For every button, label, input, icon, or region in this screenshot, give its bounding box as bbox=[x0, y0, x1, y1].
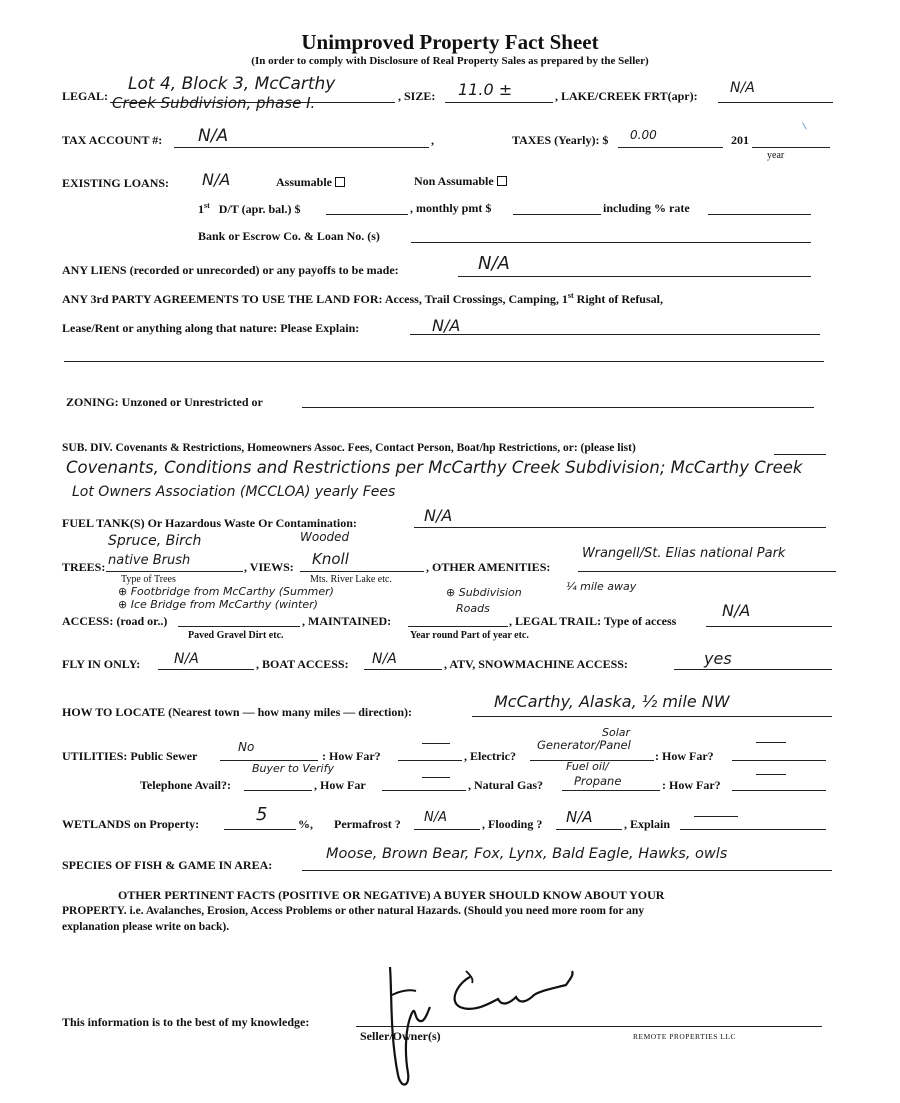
trees-caption: Type of Trees bbox=[121, 574, 176, 585]
locate-value[interactable]: McCarthy, Alaska, ½ mile NW bbox=[494, 692, 730, 711]
rate-line bbox=[708, 214, 811, 215]
agreements-label-line1 bbox=[62, 291, 663, 307]
size-label: , SIZE: bbox=[398, 89, 436, 103]
access-line bbox=[178, 626, 300, 627]
sewer-label: UTILITIES: Public Sewer bbox=[62, 749, 198, 763]
trees-label: TREES: bbox=[62, 560, 106, 574]
liens-line bbox=[458, 276, 811, 277]
frontage-value[interactable]: N/A bbox=[730, 80, 755, 96]
tax-account-value[interactable]: N/A bbox=[198, 126, 229, 146]
other-facts-line1: OTHER PERTINENT FACTS (POSITIVE OR NEGATIVE) A BUYER SHOULD KNOW ABOUT YOUR bbox=[118, 888, 665, 902]
legal-trail-label: , LEGAL TRAIL: Type of access bbox=[509, 614, 677, 628]
taxes-line bbox=[618, 147, 723, 148]
atv-line bbox=[674, 669, 832, 670]
trees-line bbox=[106, 571, 243, 572]
amenities-value[interactable]: Wrangell/St. Elias national Park bbox=[582, 546, 786, 561]
ink-tick-mark bbox=[802, 122, 807, 129]
flooding-value[interactable]: N/A bbox=[566, 808, 593, 826]
agreements-ordinal-suffix: st bbox=[567, 291, 574, 300]
liens-label: ANY LIENS (recorded or unrecorded) or any payoffs to be made: bbox=[62, 263, 399, 277]
loans-value[interactable]: N/A bbox=[202, 170, 231, 189]
fuel-value[interactable]: N/A bbox=[424, 506, 453, 525]
trees-value-top[interactable]: Spruce, Birch bbox=[108, 533, 202, 549]
atv-value[interactable]: yes bbox=[704, 649, 732, 668]
fly-in-value[interactable]: N/A bbox=[174, 651, 199, 667]
howfar-2-label: : How Far? bbox=[655, 749, 714, 763]
other-facts-line3: explanation please write on back). bbox=[62, 921, 230, 933]
fuel-label: FUEL TANK(S) Or Hazardous Waste Or Contamination: bbox=[62, 516, 357, 530]
fuel-line bbox=[414, 527, 826, 528]
electric-label: , Electric? bbox=[464, 749, 516, 763]
subdiv-value-line2[interactable]: Lot Owners Association (MCCLOA) yearly Fees bbox=[72, 484, 396, 500]
species-label: SPECIES OF FISH & GAME IN AREA: bbox=[62, 858, 273, 872]
species-value[interactable]: Moose, Brown Bear, Fox, Lynx, Bald Eagle, Hawks, owls bbox=[326, 846, 728, 862]
explain-dash[interactable] bbox=[694, 816, 738, 817]
permafrost-line bbox=[414, 829, 480, 830]
dt-ordinal-suffix: st bbox=[204, 201, 210, 210]
non-assumable-checkbox[interactable] bbox=[497, 176, 507, 186]
bank-line bbox=[411, 242, 811, 243]
access-label: ACCESS: (road or..) bbox=[62, 614, 168, 628]
permafrost-label: Permafrost ? bbox=[334, 817, 401, 831]
legal-value-line2[interactable]: Creek Subdivision, phase I. bbox=[112, 94, 316, 112]
access-caption: Paved Gravel Dirt etc. bbox=[188, 630, 284, 641]
access-note-roads[interactable]: Roads bbox=[456, 602, 490, 615]
atv-label: , ATV, SNOWMACHINE ACCESS: bbox=[444, 657, 628, 671]
howfar-4-line bbox=[732, 790, 826, 791]
year-prefix: 201 bbox=[731, 133, 749, 147]
agreements-line bbox=[410, 334, 820, 335]
boat-access-line bbox=[364, 669, 442, 670]
phone-label: Telephone Avail?: bbox=[140, 778, 232, 792]
company-name: REMOTE PROPERTIES LLC bbox=[633, 1032, 736, 1041]
trees-value[interactable]: native Brush bbox=[108, 553, 191, 568]
tax-account-label: TAX ACCOUNT #: bbox=[62, 133, 163, 147]
other-facts-line2: PROPERTY. i.e. Avalanches, Erosion, Access Problems or other natural Hazards. (Should you need more room for any bbox=[62, 905, 645, 917]
locate-line bbox=[472, 716, 832, 717]
electric-value[interactable]: Generator/Panel bbox=[537, 738, 631, 752]
access-note-footbridge[interactable]: ⊕ Footbridge from McCarthy (Summer) bbox=[118, 585, 334, 598]
access-distance[interactable]: ¼ mile away bbox=[566, 580, 637, 593]
size-value[interactable]: 11.0 ± bbox=[458, 80, 513, 99]
species-line bbox=[302, 870, 832, 871]
dt-balance-text: D/T (apr. bal.) $ bbox=[218, 202, 301, 216]
howfar-3-label: , How Far bbox=[314, 778, 366, 792]
assumable-option[interactable] bbox=[276, 175, 345, 190]
howfar-4-label: : How Far? bbox=[662, 778, 721, 792]
wetlands-value[interactable]: 5 bbox=[256, 804, 268, 825]
tax-comma: , bbox=[431, 133, 434, 147]
non-assumable-option[interactable] bbox=[414, 174, 507, 189]
views-value[interactable]: Knoll bbox=[312, 550, 349, 568]
maintained-line bbox=[408, 626, 508, 627]
boat-access-value[interactable]: N/A bbox=[372, 651, 397, 667]
flooding-label: , Flooding ? bbox=[482, 817, 543, 831]
howfar-1-label: : How Far? bbox=[322, 749, 381, 763]
legal-trail-value[interactable]: N/A bbox=[722, 601, 751, 620]
seller-caption: Seller/Owner(s) bbox=[360, 1029, 441, 1043]
tax-account-line bbox=[174, 147, 429, 148]
maintained-label: , MAINTAINED: bbox=[302, 614, 392, 628]
wetlands-label: WETLANDS on Property: bbox=[62, 817, 200, 831]
dt-ordinal: 1 bbox=[198, 202, 204, 216]
dt-balance-line bbox=[326, 214, 408, 215]
views-caption: Mts. River Lake etc. bbox=[310, 574, 392, 585]
loans-label: EXISTING LOANS: bbox=[62, 176, 170, 190]
taxes-value[interactable]: 0.00 bbox=[630, 128, 657, 142]
boat-access-label: , BOAT ACCESS: bbox=[256, 657, 349, 671]
form-subtitle: (In order to comply with Disclosure of Real Property Sales as prepared by the Seller) bbox=[251, 55, 649, 67]
assumable-label: Assumable bbox=[276, 175, 333, 189]
fly-in-label: FLY IN ONLY: bbox=[62, 657, 141, 671]
subdiv-label: SUB. DIV. Covenants & Restrictions, Homeowners Assoc. Fees, Contact Person, Boat/hp Restrictions, or: (please list) bbox=[62, 442, 636, 454]
views-value-top[interactable]: Wooded bbox=[300, 530, 350, 544]
agreements-label-line2: Lease/Rent or anything along that nature: Please Explain: bbox=[62, 321, 360, 335]
wetlands-percent: %, bbox=[298, 817, 313, 831]
phone-value[interactable]: Buyer to Verify bbox=[252, 762, 334, 775]
phone-line bbox=[244, 790, 312, 791]
gas-line bbox=[562, 790, 660, 791]
amenities-label: , OTHER AMENITIES: bbox=[426, 560, 551, 574]
agreements-text-b: Right of Refusal, bbox=[573, 292, 663, 306]
howfar-3-dash[interactable] bbox=[422, 777, 450, 778]
non-assumable-label: Non Assumable bbox=[414, 174, 494, 188]
howfar-2-dash[interactable] bbox=[756, 742, 786, 743]
howfar-4-dash[interactable] bbox=[756, 774, 786, 775]
wetlands-line bbox=[224, 829, 296, 830]
size-line bbox=[445, 102, 553, 103]
locate-label: HOW TO LOCATE (Nearest town — how many miles — direction): bbox=[62, 705, 413, 719]
maintained-caption: Year round Part of year etc. bbox=[410, 630, 529, 641]
taxes-label: TAXES (Yearly): $ bbox=[512, 133, 609, 147]
agreements-text-a: ANY 3rd PARTY AGREEMENTS TO USE THE LAND FOR: Access, Trail Crossings, Camping, 1 bbox=[62, 292, 568, 306]
howfar-1-dash[interactable] bbox=[422, 743, 450, 744]
permafrost-value[interactable]: N/A bbox=[424, 810, 447, 825]
access-note-icebridge[interactable]: ⊕ Ice Bridge from McCarthy (winter) bbox=[118, 598, 318, 611]
assumable-checkbox[interactable] bbox=[335, 177, 345, 187]
year-line bbox=[752, 147, 830, 148]
bank-label: Bank or Escrow Co. & Loan No. (s) bbox=[198, 229, 380, 243]
legal-label: LEGAL: bbox=[62, 89, 109, 103]
dt-balance-label bbox=[198, 201, 300, 217]
subdiv-value-line1[interactable]: Covenants, Conditions and Restrictions per McCarthy Creek Subdivision; McCarthy Creek bbox=[66, 458, 803, 477]
sewer-value[interactable]: No bbox=[238, 740, 255, 754]
legal-trail-line bbox=[706, 626, 832, 627]
subdiv-line-end bbox=[774, 454, 826, 455]
howfar-2-line bbox=[732, 760, 826, 761]
electric-value-top[interactable]: Solar bbox=[602, 726, 631, 739]
sewer-line bbox=[220, 760, 318, 761]
monthly-pmt-line bbox=[513, 214, 601, 215]
amenities-line bbox=[578, 571, 836, 572]
year-caption: year bbox=[767, 150, 785, 161]
liens-value[interactable]: N/A bbox=[478, 253, 510, 274]
gas-value-top[interactable]: Fuel oil/ bbox=[566, 760, 609, 773]
rate-label: including % rate bbox=[603, 201, 690, 215]
frontage-label: , LAKE/CREEK FRT(apr): bbox=[555, 89, 698, 103]
agreements-value[interactable]: N/A bbox=[432, 316, 461, 335]
flooding-line bbox=[556, 829, 622, 830]
seller-signature[interactable] bbox=[370, 955, 590, 1095]
explain-label: , Explain bbox=[624, 817, 671, 831]
zoning-line bbox=[302, 407, 814, 408]
howfar-1-line bbox=[398, 760, 462, 761]
agreements-extra-line bbox=[64, 361, 824, 362]
explain-line bbox=[680, 829, 826, 830]
views-label: , VIEWS: bbox=[244, 560, 294, 574]
knowledge-label: This information is to the best of my knowledge: bbox=[62, 1015, 310, 1029]
zoning-label: ZONING: Unzoned or Unrestricted or bbox=[66, 395, 263, 409]
monthly-pmt-label: , monthly pmt $ bbox=[410, 201, 492, 215]
howfar-3-line bbox=[382, 790, 466, 791]
frontage-line bbox=[718, 102, 833, 103]
views-line bbox=[300, 571, 424, 572]
gas-label: , Natural Gas? bbox=[468, 778, 543, 792]
form-title: Unimproved Property Fact Sheet bbox=[301, 30, 599, 54]
fly-in-line bbox=[158, 669, 254, 670]
access-note-subdivision[interactable]: ⊕ Subdivision bbox=[446, 586, 522, 599]
gas-value[interactable]: Propane bbox=[574, 774, 622, 788]
legal-value-line1[interactable]: Lot 4, Block 3, McCarthy bbox=[128, 74, 336, 94]
